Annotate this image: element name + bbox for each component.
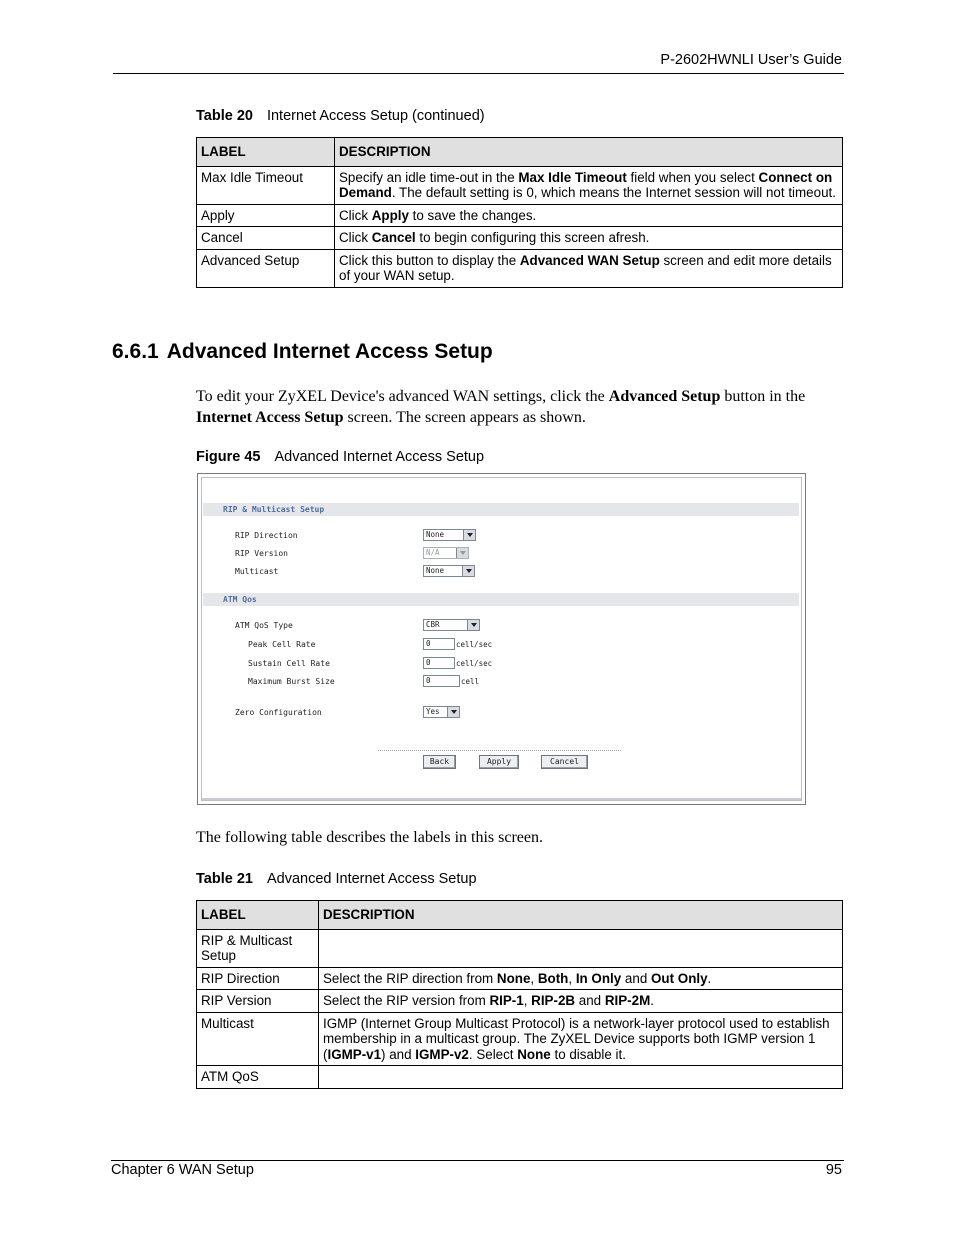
table21-col-label: LABEL — [197, 901, 319, 930]
table21-header-row — [197, 901, 843, 930]
table-row — [197, 249, 843, 287]
table20-label-advanced-setup: Advanced Setup — [197, 249, 335, 287]
peak-cell-rate-unit: cell/sec — [456, 640, 493, 649]
table20-desc-advanced-setup: Click this button to display the Advanced WAN Setup screen and edit more details of your WAN setup. — [335, 249, 843, 287]
table20-desc-cancel: Click Cancel to begin configuring this screen afresh. — [335, 227, 843, 250]
table-row — [197, 1012, 843, 1066]
section-number: 6.6.1 — [112, 340, 159, 363]
table21-col-description: DESCRIPTION — [319, 901, 843, 930]
multicast-select[interactable]: None — [423, 565, 475, 577]
table20-desc-max-idle-timeout: Specify an idle time-out in the Max Idle Timeout field when you select Connect on Demand. The default setting is 0, which means the Internet session will not timeout. — [335, 166, 843, 204]
table21-desc-rip-direction: Select the RIP direction from None, Both, In Only and Out Only. — [319, 967, 843, 990]
table-row — [197, 1066, 843, 1089]
table21-desc-rip-version: Select the RIP version from RIP-1, RIP-2B and RIP-2M. — [319, 990, 843, 1013]
maximum-burst-size-input[interactable]: 0 — [423, 675, 460, 687]
table21-caption-text: Advanced Internet Access Setup — [266, 871, 477, 887]
chevron-down-icon — [463, 530, 475, 540]
apply-button[interactable]: Apply — [479, 755, 519, 769]
sustain-cell-rate-label: Sustain Cell Rate — [248, 659, 330, 668]
table21-label-multicast: Multicast — [197, 1012, 319, 1066]
zero-configuration-select[interactable]: Yes — [423, 706, 460, 718]
zero-configuration-label: Zero Configuration — [235, 708, 322, 717]
table21-label-rip-direction: RIP Direction — [197, 967, 319, 990]
sustain-cell-rate-unit: cell/sec — [456, 659, 493, 668]
table21-desc-rip-multicast-setup — [319, 929, 843, 967]
table21-desc-atm-qos — [319, 1066, 843, 1089]
table20 — [196, 137, 843, 288]
maximum-burst-size-unit: cell — [461, 677, 480, 686]
table20-caption-number: Table 20 — [196, 108, 253, 124]
sustain-cell-rate-input[interactable]: 0 — [423, 657, 455, 669]
table20-col-label: LABEL — [197, 138, 335, 167]
rip-direction-label: RIP Direction — [235, 531, 298, 540]
table21-label-rip-multicast-setup: RIP & Multicast Setup — [197, 929, 319, 967]
table21-label-rip-version: RIP Version — [197, 990, 319, 1013]
table-row — [197, 929, 843, 967]
table21 — [196, 900, 843, 1089]
table20-caption — [196, 108, 485, 124]
table21-caption — [196, 871, 477, 887]
peak-cell-rate-input[interactable]: 0 — [423, 638, 455, 650]
rip-version-label: RIP Version — [235, 549, 288, 558]
advanced-setup-screenshot — [197, 473, 806, 805]
atm-qos-type-select[interactable]: CBR — [423, 619, 480, 631]
chevron-down-icon — [456, 548, 468, 558]
button-divider — [378, 750, 621, 751]
rip-multicast-band: RIP & Multicast Setup — [203, 503, 799, 516]
table-row — [197, 166, 843, 204]
following-table-paragraph: The following table describes the labels in this screen. — [196, 829, 544, 846]
rip-version-select[interactable]: N/A — [423, 547, 469, 559]
table20-col-description: DESCRIPTION — [335, 138, 843, 167]
table20-caption-text: Internet Access Setup (continued) — [266, 108, 485, 124]
table20-header-row — [197, 138, 843, 167]
chevron-down-icon — [462, 566, 474, 576]
section-heading — [112, 340, 493, 364]
figure45-caption — [196, 449, 484, 465]
figure45-caption-number: Figure 45 — [196, 449, 261, 465]
intro-paragraph: To edit your ZyXEL Device's advanced WAN settings, click the Advanced Setup button in the Internet Access Setup screen. The screen appears as shown. — [196, 388, 806, 426]
peak-cell-rate-label: Peak Cell Rate — [248, 640, 316, 649]
table20-label-cancel: Cancel — [197, 227, 335, 250]
table20-label-apply: Apply — [197, 204, 335, 227]
table21-label-atm-qos: ATM QoS — [197, 1066, 319, 1089]
table21-caption-number: Table 21 — [196, 871, 253, 887]
rip-direction-select[interactable]: None — [423, 529, 476, 541]
chevron-down-icon — [467, 620, 479, 630]
table-row — [197, 990, 843, 1013]
cancel-button[interactable]: Cancel — [541, 755, 588, 769]
table20-desc-apply: Click Apply to save the changes. — [335, 204, 843, 227]
screenshot-panel — [201, 477, 802, 801]
table-row — [197, 227, 843, 250]
table21-desc-multicast: IGMP (Internet Group Multicast Protocol) is a network-layer protocol used to establish membership in a multicast group. The ZyXEL Device supports both IGMP version 1 (IGMP-v1) and IGMP-v2. Select None to disable it. — [319, 1012, 843, 1066]
figure45-caption-text: Advanced Internet Access Setup — [274, 449, 485, 465]
footer-page-number: 95 — [825, 1162, 842, 1178]
atm-qos-band: ATM Qos — [203, 593, 799, 606]
maximum-burst-size-label: Maximum Burst Size — [248, 677, 335, 686]
table-row — [197, 204, 843, 227]
atm-qos-type-label: ATM QoS Type — [235, 621, 293, 630]
header-rule — [113, 73, 844, 74]
table-row — [197, 967, 843, 990]
back-button[interactable]: Back — [423, 755, 456, 769]
header-title: P-2602HWNLI User’s Guide — [660, 52, 842, 68]
footer-rule — [111, 1160, 844, 1161]
multicast-label: Multicast — [235, 567, 279, 576]
footer-chapter: Chapter 6 WAN Setup — [111, 1162, 254, 1178]
table20-label-max-idle-timeout: Max Idle Timeout — [197, 166, 335, 204]
chevron-down-icon — [447, 707, 459, 717]
section-title: Advanced Internet Access Setup — [166, 340, 493, 363]
